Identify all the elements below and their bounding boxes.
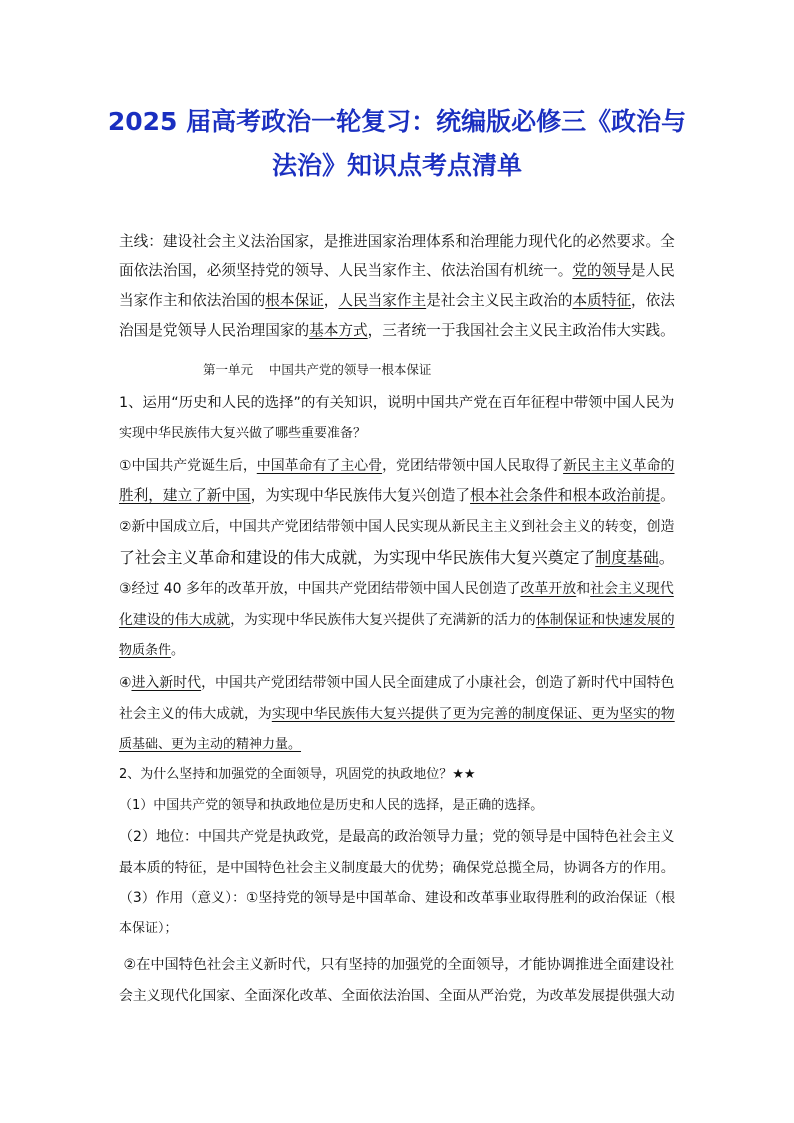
body-line [119, 518, 674, 536]
body-line [119, 487, 675, 505]
text-segment: 社会主义的伟大成就，为 [119, 706, 272, 722]
body-line [119, 580, 674, 598]
body-line [119, 394, 674, 412]
underlined-key-phrase: 胜利，建立了新中国 [119, 487, 251, 504]
underlined-key-phrase: 党的领导 [572, 262, 631, 279]
body-line [119, 292, 675, 310]
text-segment: 和 [576, 581, 591, 597]
underlined-key-phrase: 根本保证 [265, 292, 324, 309]
body-line [119, 828, 675, 846]
text-segment: 主线：建设社会主义法治国家，是推进国家治理体系和治理能力现代化的必然要求。全 [119, 233, 675, 250]
text-segment: ，党团结带领中国人民取得了 [382, 458, 564, 474]
text-segment: ①中国共产党诞生后， [119, 458, 257, 474]
body-line [119, 797, 543, 815]
text-segment: ，三者统一于我国社会主义民主政治伟大实践。 [367, 322, 675, 339]
underlined-key-phrase: 物质条件 [119, 643, 172, 658]
body-line [119, 674, 674, 692]
underlined-key-phrase: 体制保证和快速发展的 [535, 612, 675, 628]
title-line-1: 2025 届高考政治一轮复习：统编版必修三《政治与 [107, 107, 687, 136]
underlined-key-phrase: 实现中华民族伟大复兴提供了更为完善的制度保证、更为坚实的物 [271, 706, 675, 722]
body-line [119, 233, 675, 251]
body-line [119, 425, 366, 443]
underlined-key-phrase: 化建设的伟大成就 [119, 612, 231, 628]
body-line [119, 322, 675, 340]
text-segment: 。 [660, 487, 675, 504]
text-segment: ，中国共产党团结带领中国人民全面建成了小康社会，创造了新时代中国特色 [201, 675, 675, 691]
text-segment: ，为实现中华民族伟大复兴提供了充满新的活力的 [230, 612, 536, 628]
text-segment: 了社会主义革命和建设的伟大成就，为实现中华民族伟大复兴奠定了 [119, 548, 596, 567]
text-segment: 会主义现代化国家、全面深化改革、全面依法治国、全面从严治党，为改革发展提供强大动 [119, 988, 675, 1004]
underlined-key-phrase: 制度基础 [595, 548, 659, 567]
text-segment: （3）作用（意义）：①坚持党的领导是中国革命、建设和改革事业取得胜利的政治保证（根 [119, 890, 676, 906]
text-segment: ，为实现中华民族伟大复兴创造了 [250, 487, 471, 504]
text-segment: 1、运用“历史和人民的选择”的有关知识，说明中国共产党在百年征程中带领中国人民为 [119, 395, 675, 411]
text-segment: ②新中国成立后，中国共产党团结带领中国人民实现从新民主主义到社会主义的转变，创造 [119, 519, 675, 535]
underlined-key-phrase: 新民主主义革命的 [563, 458, 675, 474]
text-segment: （1）中国共产党的领导和执政地位是历史和人民的选择，是正确的选择。 [119, 798, 544, 813]
underlined-key-phrase: 本质特征 [572, 292, 631, 309]
text-segment: 实现中华民族伟大复兴做了哪些重要准备？ [119, 426, 367, 441]
text-segment: 第一单元 中国共产党的领导一根本保证 [203, 362, 432, 377]
body-line [119, 766, 476, 784]
body-line [119, 611, 675, 629]
underlined-key-phrase: 基本方式 [309, 322, 368, 339]
body-line [119, 457, 674, 475]
body-line [119, 705, 675, 723]
text-segment: 面依法治国，必须坚持党的领导、人民当家作主、依法治国有机统一。 [119, 262, 573, 279]
text-segment: ②在中国特色社会主义新时代，只有坚持的加强党的全面领导，才能协调推进全面建设社 [119, 957, 675, 973]
underlined-key-phrase: 社会主义现代 [590, 581, 674, 597]
body-line [119, 889, 675, 907]
underlined-key-phrase: 中国革命有了主心骨 [256, 458, 383, 474]
text-segment: 本保证）； [119, 921, 178, 936]
body-line [119, 549, 675, 567]
text-segment: ，依法 [630, 292, 675, 309]
underlined-key-phrase: 进入新时代 [131, 675, 202, 691]
text-segment: ， [323, 292, 339, 309]
body-line [119, 642, 184, 660]
text-segment: 。 [658, 548, 675, 567]
text-segment: 治国是党领导人民治理国家的 [119, 322, 310, 339]
text-segment: 最本质的特征，是中国特色社会主义制度最大的优势；确保党总揽全局，协调各方的作用。 [119, 860, 675, 876]
body-line [119, 859, 675, 877]
underlined-key-phrase: 根本社会条件和根本政治前提 [470, 487, 661, 504]
title-line-2: 法治》知识点考点清单 [271, 151, 522, 180]
text-segment: （2）地位：中国共产党是执政党，是最高的政治领导力量；党的领导是中国特色社会主义 [119, 829, 675, 845]
text-segment: 当家作主和依法治国的 [119, 292, 266, 309]
text-segment: 是社会主义民主政治的 [426, 292, 573, 309]
body-line [119, 262, 675, 280]
text-segment: 2、为什么坚持和加强党的全面领导，巩固党的执政地位？★★ [119, 767, 476, 782]
text-segment: ③经过 40 多年的改革开放，中国共产党团结带领中国人民创造了 [119, 581, 521, 597]
text-segment: ④ [119, 675, 132, 691]
text-segment: 。 [171, 643, 185, 658]
underlined-key-phrase: 改革开放 [520, 581, 577, 597]
body-line [119, 956, 674, 974]
section-heading [203, 361, 431, 379]
underlined-key-phrase: 人民当家作主 [338, 292, 427, 309]
text-segment: 是人民 [630, 262, 675, 279]
underlined-key-phrase: 质基础、更为主动的精神力量。 [119, 737, 302, 752]
document-title [100, 100, 694, 188]
body-line [119, 920, 178, 938]
body-line [119, 736, 301, 754]
body-line [119, 987, 675, 1005]
